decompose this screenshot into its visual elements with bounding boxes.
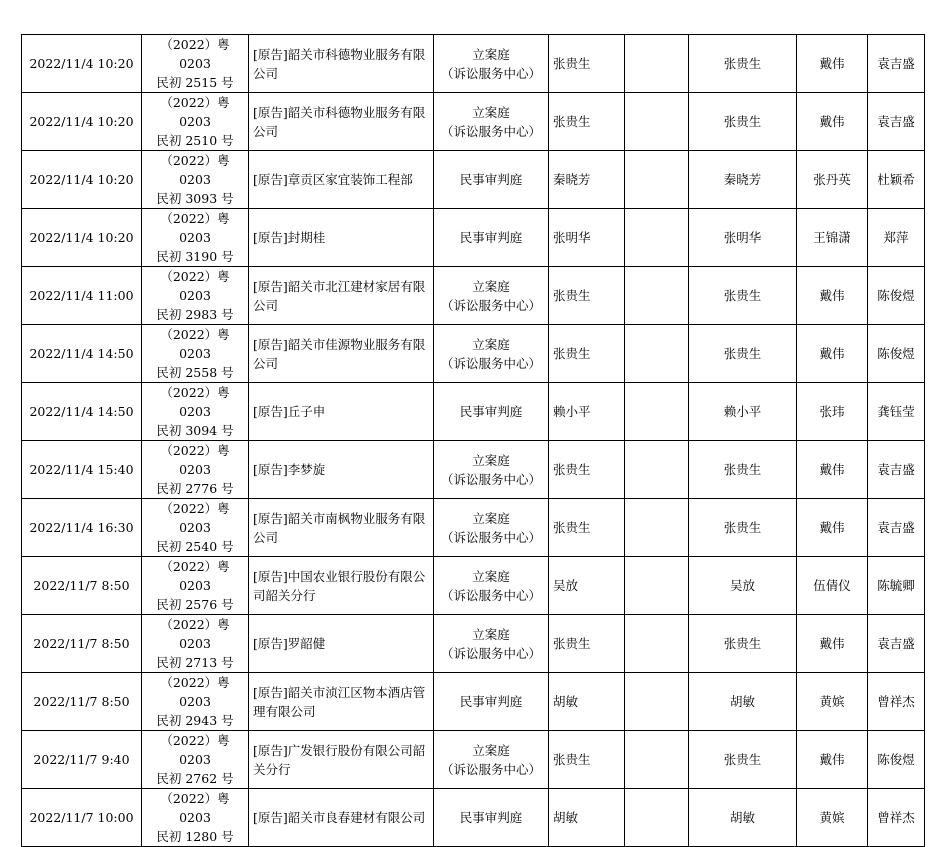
party-cell: [原告]韶关市科德物业服务有限公司 bbox=[249, 35, 434, 93]
table-row bbox=[22, 499, 925, 557]
presiding-judge-cell: 张贵生 bbox=[689, 325, 797, 383]
court-cell-line: 立案庭 bbox=[472, 568, 510, 584]
party-cell: [原告]李梦旋 bbox=[249, 441, 434, 499]
case-number-cell bbox=[142, 673, 249, 731]
schedule-body bbox=[22, 35, 925, 847]
court-cell bbox=[434, 209, 549, 267]
table-row bbox=[22, 615, 925, 673]
party-cell: [原告]韶关市科德物业服务有限公司 bbox=[249, 93, 434, 151]
judge-cell: 胡敏 bbox=[549, 789, 625, 847]
judge-cell: 吴放 bbox=[549, 557, 625, 615]
judge-cell: 张贵生 bbox=[549, 499, 625, 557]
case-number-cell-line: （2022）粤 0203 bbox=[160, 617, 230, 651]
court-cell bbox=[434, 673, 549, 731]
court-cell bbox=[434, 325, 549, 383]
clerk-cell: 陈俊煜 bbox=[868, 731, 925, 789]
court-cell-line: 立案庭 bbox=[472, 278, 510, 294]
blank-cell bbox=[625, 673, 689, 731]
case-number-cell bbox=[142, 267, 249, 325]
member-cell: 张丹英 bbox=[797, 151, 868, 209]
table-row bbox=[22, 731, 925, 789]
court-cell bbox=[434, 557, 549, 615]
clerk-cell: 袁吉盛 bbox=[868, 499, 925, 557]
case-number-cell bbox=[142, 789, 249, 847]
clerk-cell: 袁吉盛 bbox=[868, 93, 925, 151]
party-cell: [原告]广发银行股份有限公司韶关分行 bbox=[249, 731, 434, 789]
case-number-cell-line: 民初 2558 号 bbox=[156, 365, 234, 380]
party-cell: [原告]韶关市佳源物业服务有限公司 bbox=[249, 325, 434, 383]
case-number-cell-line: 民初 2983 号 bbox=[156, 307, 234, 322]
case-number-cell bbox=[142, 325, 249, 383]
court-cell-line: 民事审判庭 bbox=[459, 230, 523, 245]
court-cell-line: 立案庭 bbox=[472, 104, 510, 120]
hearing-time-cell: 2022/11/7 8:50 bbox=[22, 673, 142, 731]
case-number-cell-line: （2022）粤 0203 bbox=[160, 211, 230, 245]
case-number-cell bbox=[142, 93, 249, 151]
table-row bbox=[22, 209, 925, 267]
case-number-cell-line: （2022）粤 0203 bbox=[160, 95, 230, 129]
hearing-time-cell: 2022/11/4 14:50 bbox=[22, 383, 142, 441]
court-cell-line: （诉讼服务中心） bbox=[440, 471, 541, 487]
case-number-cell bbox=[142, 383, 249, 441]
clerk-cell: 陈俊煜 bbox=[868, 325, 925, 383]
party-cell: [原告]丘子申 bbox=[249, 383, 434, 441]
blank-cell bbox=[625, 615, 689, 673]
judge-cell: 张贵生 bbox=[549, 325, 625, 383]
blank-cell bbox=[625, 325, 689, 383]
party-cell: [原告]韶关市良春建材有限公司 bbox=[249, 789, 434, 847]
presiding-judge-cell: 张贵生 bbox=[689, 93, 797, 151]
court-cell-line: （诉讼服务中心） bbox=[440, 529, 541, 545]
hearing-schedule-table bbox=[21, 34, 925, 847]
presiding-judge-cell: 胡敏 bbox=[689, 789, 797, 847]
clerk-cell: 曾祥杰 bbox=[868, 673, 925, 731]
court-cell-line: 民事审判庭 bbox=[459, 404, 523, 419]
court-cell-line: 立案庭 bbox=[472, 46, 510, 62]
presiding-judge-cell: 张贵生 bbox=[689, 441, 797, 499]
blank-cell bbox=[625, 151, 689, 209]
case-number-cell-line: 民初 2540 号 bbox=[156, 539, 234, 554]
judge-cell: 赖小平 bbox=[549, 383, 625, 441]
court-cell-line: （诉讼服务中心） bbox=[440, 65, 541, 81]
hearing-time-cell: 2022/11/4 10:20 bbox=[22, 151, 142, 209]
hearing-time-cell: 2022/11/7 10:00 bbox=[22, 789, 142, 847]
judge-cell: 张贵生 bbox=[549, 93, 625, 151]
clerk-cell: 袁吉盛 bbox=[868, 615, 925, 673]
judge-cell: 张贵生 bbox=[549, 267, 625, 325]
court-cell-line: 民事审判庭 bbox=[459, 694, 523, 709]
court-cell bbox=[434, 615, 549, 673]
judge-cell: 张明华 bbox=[549, 209, 625, 267]
presiding-judge-cell: 赖小平 bbox=[689, 383, 797, 441]
blank-cell bbox=[625, 93, 689, 151]
blank-cell bbox=[625, 209, 689, 267]
case-number-cell-line: （2022）粤 0203 bbox=[160, 501, 230, 535]
table-row bbox=[22, 441, 925, 499]
party-cell: [原告]罗韶健 bbox=[249, 615, 434, 673]
member-cell: 戴伟 bbox=[797, 35, 868, 93]
member-cell: 戴伟 bbox=[797, 499, 868, 557]
hearing-time-cell: 2022/11/7 8:50 bbox=[22, 557, 142, 615]
hearing-time-cell: 2022/11/4 11:00 bbox=[22, 267, 142, 325]
court-cell bbox=[434, 93, 549, 151]
party-cell: [原告]韶关市北江建材家居有限公司 bbox=[249, 267, 434, 325]
case-number-cell-line: 民初 3190 号 bbox=[156, 249, 234, 264]
table-row bbox=[22, 35, 925, 93]
party-cell: [原告]中国农业银行股份有限公司韶关分行 bbox=[249, 557, 434, 615]
court-cell-line: （诉讼服务中心） bbox=[440, 355, 541, 371]
case-number-cell bbox=[142, 151, 249, 209]
case-number-cell-line: （2022）粤 0203 bbox=[160, 559, 230, 593]
case-number-cell bbox=[142, 557, 249, 615]
member-cell: 王锦潇 bbox=[797, 209, 868, 267]
clerk-cell: 袁吉盛 bbox=[868, 441, 925, 499]
clerk-cell: 曾祥杰 bbox=[868, 789, 925, 847]
table-row bbox=[22, 557, 925, 615]
member-cell: 黄嫔 bbox=[797, 789, 868, 847]
case-number-cell-line: （2022）粤 0203 bbox=[160, 37, 230, 71]
case-number-cell-line: （2022）粤 0203 bbox=[160, 385, 230, 419]
judge-cell: 张贵生 bbox=[549, 35, 625, 93]
member-cell: 张玮 bbox=[797, 383, 868, 441]
member-cell: 戴伟 bbox=[797, 731, 868, 789]
case-number-cell-line: 民初 2762 号 bbox=[156, 771, 234, 786]
case-number-cell-line: （2022）粤 0203 bbox=[160, 269, 230, 303]
presiding-judge-cell: 张贵生 bbox=[689, 499, 797, 557]
clerk-cell: 袁吉盛 bbox=[868, 35, 925, 93]
court-cell-line: 立案庭 bbox=[472, 336, 510, 352]
judge-cell: 张贵生 bbox=[549, 731, 625, 789]
table-row bbox=[22, 93, 925, 151]
party-cell: [原告]章贡区家宜装饰工程部 bbox=[249, 151, 434, 209]
judge-cell: 秦晓芳 bbox=[549, 151, 625, 209]
court-cell-line: 民事审判庭 bbox=[459, 172, 523, 187]
court-cell bbox=[434, 441, 549, 499]
presiding-judge-cell: 秦晓芳 bbox=[689, 151, 797, 209]
table-row bbox=[22, 673, 925, 731]
presiding-judge-cell: 张贵生 bbox=[689, 35, 797, 93]
clerk-cell: 郑萍 bbox=[868, 209, 925, 267]
court-cell-line: （诉讼服务中心） bbox=[440, 297, 541, 313]
case-number-cell bbox=[142, 615, 249, 673]
member-cell: 戴伟 bbox=[797, 441, 868, 499]
member-cell: 伍倩仪 bbox=[797, 557, 868, 615]
blank-cell bbox=[625, 499, 689, 557]
member-cell: 戴伟 bbox=[797, 267, 868, 325]
court-cell bbox=[434, 383, 549, 441]
clerk-cell: 龚钰莹 bbox=[868, 383, 925, 441]
clerk-cell: 陈毓卿 bbox=[868, 557, 925, 615]
presiding-judge-cell: 胡敏 bbox=[689, 673, 797, 731]
court-cell-line: （诉讼服务中心） bbox=[440, 761, 541, 777]
table-row bbox=[22, 151, 925, 209]
hearing-time-cell: 2022/11/4 10:20 bbox=[22, 209, 142, 267]
case-number-cell-line: 民初 2510 号 bbox=[156, 133, 234, 148]
court-cell-line: 立案庭 bbox=[472, 452, 510, 468]
judge-cell: 胡敏 bbox=[549, 673, 625, 731]
hearing-time-cell: 2022/11/4 10:20 bbox=[22, 35, 142, 93]
case-number-cell-line: （2022）粤 0203 bbox=[160, 443, 230, 477]
table-row bbox=[22, 789, 925, 847]
case-number-cell-line: 民初 2943 号 bbox=[156, 713, 234, 728]
case-number-cell-line: （2022）粤 0203 bbox=[160, 327, 230, 361]
member-cell: 黄嫔 bbox=[797, 673, 868, 731]
case-number-cell-line: 民初 3093 号 bbox=[156, 191, 234, 206]
court-cell bbox=[434, 731, 549, 789]
table-row bbox=[22, 383, 925, 441]
case-number-cell-line: 民初 2713 号 bbox=[156, 655, 234, 670]
blank-cell bbox=[625, 383, 689, 441]
party-cell: [原告]封期桂 bbox=[249, 209, 434, 267]
hearing-time-cell: 2022/11/7 9:40 bbox=[22, 731, 142, 789]
court-cell-line: （诉讼服务中心） bbox=[440, 587, 541, 603]
party-cell: [原告]韶关市浈江区物本酒店管理有限公司 bbox=[249, 673, 434, 731]
case-number-cell bbox=[142, 499, 249, 557]
judge-cell: 张贵生 bbox=[549, 615, 625, 673]
hearing-time-cell: 2022/11/7 8:50 bbox=[22, 615, 142, 673]
blank-cell bbox=[625, 267, 689, 325]
presiding-judge-cell: 张明华 bbox=[689, 209, 797, 267]
court-cell bbox=[434, 789, 549, 847]
clerk-cell: 陈俊煜 bbox=[868, 267, 925, 325]
case-number-cell-line: （2022）粤 0203 bbox=[160, 733, 230, 767]
hearing-time-cell: 2022/11/4 16:30 bbox=[22, 499, 142, 557]
presiding-judge-cell: 吴放 bbox=[689, 557, 797, 615]
member-cell: 戴伟 bbox=[797, 615, 868, 673]
court-cell-line: 立案庭 bbox=[472, 626, 510, 642]
case-number-cell-line: 民初 2576 号 bbox=[156, 597, 234, 612]
clerk-cell: 杜颖希 bbox=[868, 151, 925, 209]
court-cell-line: 民事审判庭 bbox=[459, 810, 523, 825]
member-cell: 戴伟 bbox=[797, 93, 868, 151]
member-cell: 戴伟 bbox=[797, 325, 868, 383]
case-number-cell-line: 民初 1280 号 bbox=[156, 829, 234, 844]
hearing-time-cell: 2022/11/4 15:40 bbox=[22, 441, 142, 499]
case-number-cell bbox=[142, 441, 249, 499]
hearing-time-cell: 2022/11/4 10:20 bbox=[22, 93, 142, 151]
case-number-cell-line: 民初 2776 号 bbox=[156, 481, 234, 496]
blank-cell bbox=[625, 35, 689, 93]
case-number-cell-line: （2022）粤 0203 bbox=[160, 791, 230, 825]
party-cell: [原告]韶关市南枫物业服务有限公司 bbox=[249, 499, 434, 557]
hearing-time-cell: 2022/11/4 14:50 bbox=[22, 325, 142, 383]
court-cell-line: （诉讼服务中心） bbox=[440, 123, 541, 139]
court-cell bbox=[434, 499, 549, 557]
case-number-cell bbox=[142, 731, 249, 789]
court-cell-line: 立案庭 bbox=[472, 510, 510, 526]
blank-cell bbox=[625, 789, 689, 847]
court-cell-line: （诉讼服务中心） bbox=[440, 645, 541, 661]
case-number-cell-line: 民初 3094 号 bbox=[156, 423, 234, 438]
case-number-cell bbox=[142, 35, 249, 93]
case-number-cell-line: （2022）粤 0203 bbox=[160, 153, 230, 187]
case-number-cell-line: （2022）粤 0203 bbox=[160, 675, 230, 709]
blank-cell bbox=[625, 441, 689, 499]
case-number-cell bbox=[142, 209, 249, 267]
presiding-judge-cell: 张贵生 bbox=[689, 615, 797, 673]
judge-cell: 张贵生 bbox=[549, 441, 625, 499]
presiding-judge-cell: 张贵生 bbox=[689, 731, 797, 789]
court-cell-line: 立案庭 bbox=[472, 742, 510, 758]
presiding-judge-cell: 张贵生 bbox=[689, 267, 797, 325]
case-number-cell-line: 民初 2515 号 bbox=[156, 75, 234, 90]
court-cell bbox=[434, 267, 549, 325]
blank-cell bbox=[625, 557, 689, 615]
table-row bbox=[22, 325, 925, 383]
court-cell bbox=[434, 151, 549, 209]
table-row bbox=[22, 267, 925, 325]
blank-cell bbox=[625, 731, 689, 789]
court-cell bbox=[434, 35, 549, 93]
